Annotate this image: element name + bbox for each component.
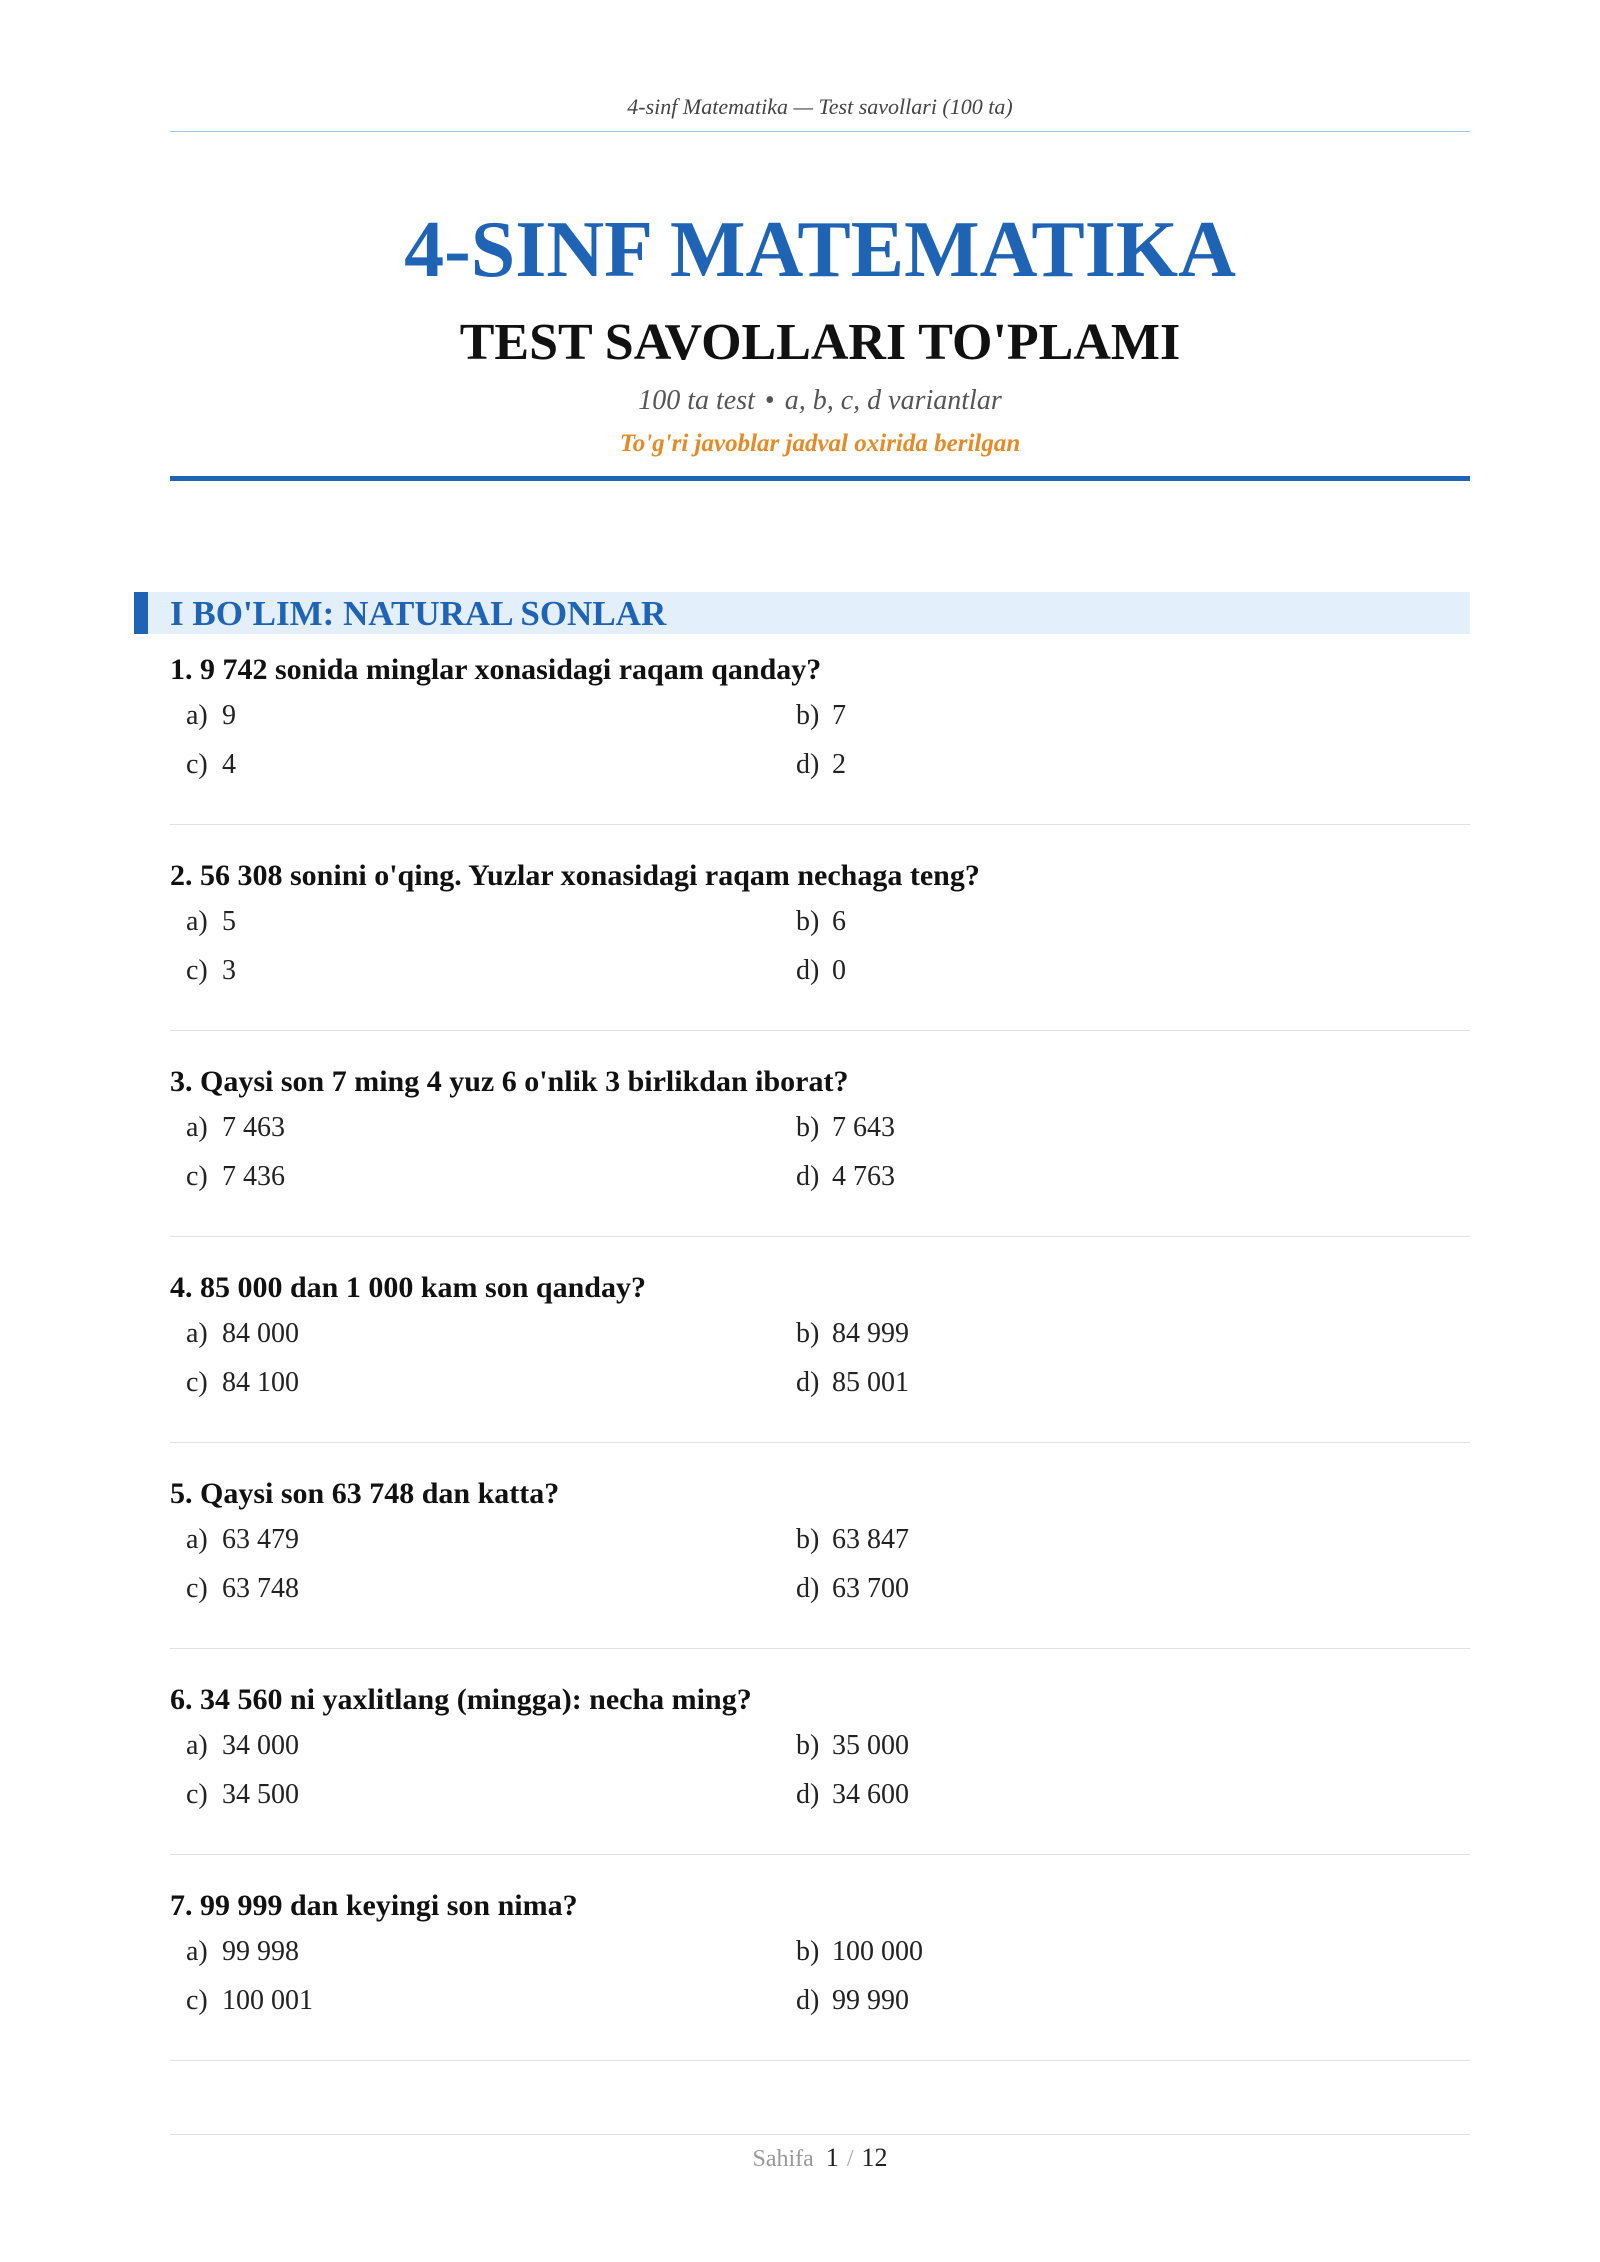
option-d [796,955,846,987]
option-letter: b) [796,1730,820,1761]
option-letter: a) [186,1112,208,1143]
option-c [186,1161,285,1193]
title-rule [170,476,1470,481]
option-value: 35 000 [832,1730,909,1761]
question-text: 2. 56 308 sonini o'qing. Yuzlar xonasidagi raqam nechaga teng? [170,859,980,892]
question-text: 4. 85 000 dan 1 000 kam son qanday? [170,1271,646,1304]
option-letter: d) [796,1779,820,1810]
question-text: 3. Qaysi son 7 ming 4 yuz 6 o'nlik 3 birlikdan iborat? [170,1065,849,1098]
footer-label: Sahifa [752,2146,814,2172]
option-a [186,1524,299,1556]
option-letter: c) [186,1779,208,1810]
option-d [796,1573,909,1605]
option-a [186,1730,299,1762]
option-value: 5 [222,906,236,937]
option-value: 4 763 [832,1161,895,1192]
option-letter: d) [796,1573,820,1604]
footer-rule [170,2134,1470,2135]
running-header: 4-sinf Matematika — Test savollari (100 ta) [627,94,1013,119]
option-c [186,1573,299,1605]
page-separator: / [846,2146,854,2172]
option-letter: b) [796,1524,820,1555]
option-b [796,1318,909,1350]
option-value: 7 463 [222,1112,285,1143]
option-value: 7 [832,700,846,731]
option-value: 2 [832,749,846,780]
question-divider [170,1854,1470,1855]
document-title: 4-SINF MATEMATIKA [404,206,1236,294]
document-meta [170,384,1470,418]
option-value: 99 990 [832,1985,909,2016]
question-1 [170,652,1470,858]
question-divider [170,2060,1470,2061]
option-letter: c) [186,1367,208,1398]
option-letter: d) [796,1367,820,1398]
option-letter: d) [796,1985,820,2016]
option-value: 63 847 [832,1524,909,1555]
section-header [134,592,1470,634]
answers-note: To'g'ri javoblar jadval oxirida berilgan [619,430,1021,457]
option-letter: b) [796,1112,820,1143]
option-letter: b) [796,906,820,937]
option-letter: d) [796,955,820,986]
option-a [186,1112,285,1144]
option-value: 84 100 [222,1367,299,1398]
meta-count: 100 ta test [638,385,755,416]
option-letter: a) [186,1936,208,1967]
option-letter: b) [796,700,820,731]
option-d [796,1985,909,2017]
option-value: 34 000 [222,1730,299,1761]
section-accent-bar [134,592,148,634]
option-letter: c) [186,1573,208,1604]
question-divider [170,824,1470,825]
running-header-rule [170,131,1470,132]
option-value: 4 [222,749,236,780]
option-a [186,1318,299,1350]
option-value: 84 999 [832,1318,909,1349]
option-letter: b) [796,1936,820,1967]
option-value: 63 700 [832,1573,909,1604]
question-text: 5. Qaysi son 63 748 dan katta? [170,1477,560,1510]
meta-variants: a, b, c, d variantlar [784,385,1002,416]
question-text: 6. 34 560 ni yaxlitlang (mingga): necha ming? [170,1683,752,1716]
option-c [186,955,236,987]
option-value: 6 [832,906,846,937]
option-d [796,1161,895,1193]
option-value: 7 643 [832,1112,895,1143]
option-value: 34 600 [832,1779,909,1810]
option-value: 99 998 [222,1936,299,1967]
option-b [796,1112,895,1144]
option-letter: d) [796,1161,820,1192]
option-value: 34 500 [222,1779,299,1810]
option-letter: a) [186,700,208,731]
option-value: 100 001 [222,1985,313,2016]
option-value: 9 [222,700,236,731]
question-divider [170,1030,1470,1031]
option-b [796,1730,909,1762]
question-6 [170,1682,1470,1888]
option-d [796,1367,909,1399]
option-c [186,1779,299,1811]
option-letter: c) [186,1161,208,1192]
option-value: 0 [832,955,846,986]
question-5 [170,1476,1470,1682]
option-letter: a) [186,1318,208,1349]
option-letter: d) [796,749,820,780]
total-pages-number: 12 [861,2143,888,2172]
option-b [796,1936,923,1968]
option-letter: c) [186,749,208,780]
question-2 [170,858,1470,1064]
option-letter: a) [186,1730,208,1761]
option-c [186,1985,313,2017]
option-value: 3 [222,955,236,986]
option-value: 85 001 [832,1367,909,1398]
option-a [186,700,236,732]
document-subtitle: TEST SAVOLLARI TO'PLAMI [459,314,1181,371]
option-value: 84 000 [222,1318,299,1349]
option-b [796,1524,909,1556]
document-page [170,0,1470,2262]
option-c [186,1367,299,1399]
question-7 [170,1888,1470,2094]
option-value: 63 479 [222,1524,299,1555]
option-value: 7 436 [222,1161,285,1192]
question-4 [170,1270,1470,1476]
option-a [186,906,236,938]
question-3 [170,1064,1470,1270]
meta-dot: • [764,385,775,416]
option-letter: a) [186,1524,208,1555]
option-letter: c) [186,955,208,986]
option-letter: c) [186,1985,208,2016]
option-value: 100 000 [832,1936,923,1967]
option-value: 63 748 [222,1573,299,1604]
page-footer [170,2143,1470,2174]
option-c [186,749,236,781]
option-b [796,906,846,938]
question-divider [170,1236,1470,1237]
option-letter: b) [796,1318,820,1349]
question-divider [170,1442,1470,1443]
question-text: 7. 99 999 dan keyingi son nima? [170,1889,578,1922]
current-page-number: 1 [825,2143,839,2172]
section-title: I BO'LIM: NATURAL SONLAR [170,594,667,633]
option-b [796,700,846,732]
option-d [796,749,846,781]
option-letter: a) [186,906,208,937]
option-d [796,1779,909,1811]
option-a [186,1936,299,1968]
question-text: 1. 9 742 sonida minglar xonasidagi raqam qanday? [170,653,822,686]
question-divider [170,1648,1470,1649]
